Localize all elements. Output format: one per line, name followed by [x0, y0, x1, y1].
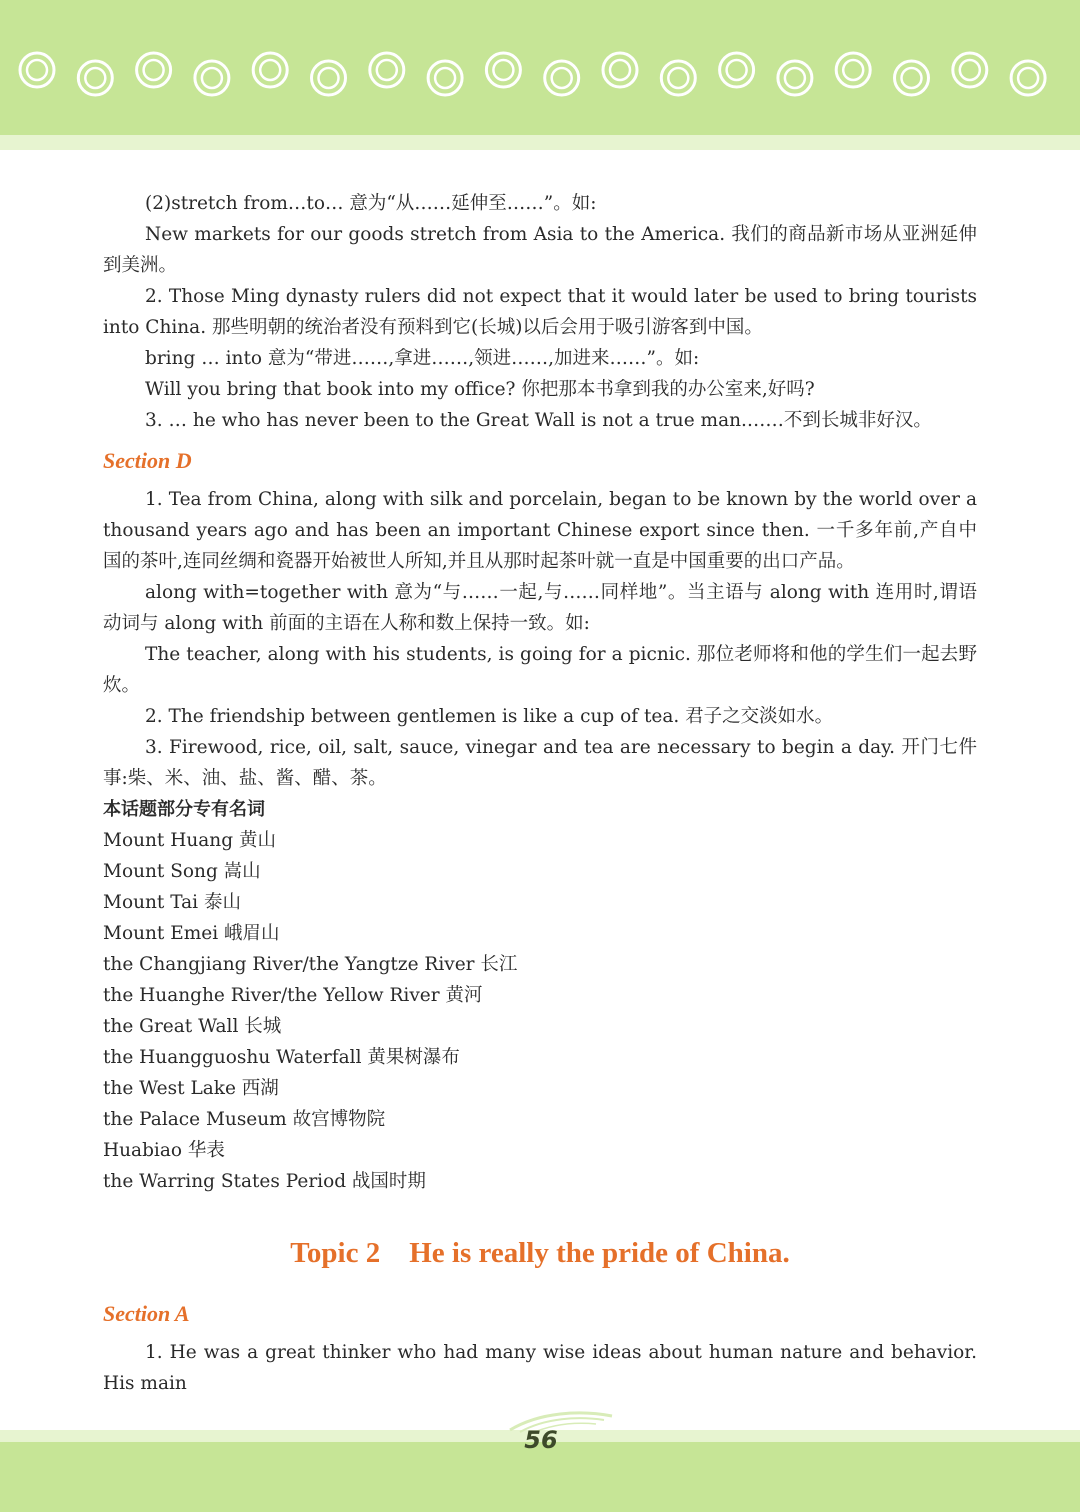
- example-sentence: Will you bring that book into my office? 你把那本书拿到我的办公室来,好吗?: [145, 379, 815, 400]
- list-item: Mount Emei 峨眉山: [103, 923, 280, 944]
- text-line: bring … into 意为“带进……,拿进……,领进……,加进来……”。如:: [145, 348, 700, 369]
- text-line: (2)stretch from…to… 意为“从……延伸至……”。如:: [145, 193, 597, 214]
- ring-icon: [1011, 61, 1045, 95]
- section-heading-a: Section A: [103, 1301, 190, 1326]
- note-item: 2. Those Ming dynasty rulers did not expect that it would later be used to bring tourists into China. 那些明朝的统治者没有预料到它(长城)以后会用于吸引游客到中国。: [103, 286, 977, 338]
- ring-icon: [661, 61, 695, 95]
- ring-icon: [545, 61, 579, 95]
- ring-icon: [895, 61, 929, 95]
- list-item: the West Lake 西湖: [103, 1078, 279, 1099]
- list-item: the Palace Museum 故宫博物院: [103, 1109, 386, 1130]
- ring-icon: [720, 53, 754, 87]
- list-item: the Changjiang River/the Yangtze River 长江: [103, 954, 518, 975]
- list-item: the Great Wall 长城: [103, 1016, 282, 1037]
- list-item: Mount Tai 泰山: [103, 892, 241, 913]
- list-item: Mount Huang 黄山: [103, 830, 276, 851]
- glossary-title: 本话题部分专有名词: [103, 799, 265, 820]
- ring-icon: [78, 61, 112, 95]
- note-item: 1. He was a great thinker who had many wise ideas about human nature and behavior. His main: [103, 1342, 977, 1394]
- header-strip: [0, 135, 1080, 150]
- example-sentence: The teacher, along with his students, is going for a picnic. 那位老师将和他的学生们一起去野炊。: [103, 644, 977, 696]
- ring-icon: [137, 53, 171, 87]
- example-sentence: New markets for our goods stretch from Asia to the America. 我们的商品新市场从亚洲延伸到美洲。: [103, 224, 977, 276]
- text-line: along with=together with 意为“与……一起,与……同样地”。当主语与 along with 连用时,谓语动词与 along with 前面的主语在人称和数上保持一致。如:: [103, 582, 977, 634]
- topic-heading: Topic 2 He is really the pride of China.: [290, 1237, 790, 1269]
- ring-icon: [953, 53, 987, 87]
- ring-icon: [486, 53, 520, 87]
- ring-icon: [778, 61, 812, 95]
- page-content: [103, 188, 977, 1399]
- note-item: 2. The friendship between gentlemen is like a cup of tea. 君子之交淡如水。: [145, 706, 834, 727]
- ring-icon: [253, 53, 287, 87]
- page-number: 56: [524, 1426, 558, 1454]
- list-item: the Huanghe River/the Yellow River 黄河: [103, 985, 483, 1006]
- ring-icon: [312, 61, 346, 95]
- ring-icon: [370, 53, 404, 87]
- ring-icon: [836, 53, 870, 87]
- note-item: 3. … he who has never been to the Great Wall is not a true man.……不到长城非好汉。: [145, 410, 932, 431]
- list-item: the Huangguoshu Waterfall 黄果树瀑布: [103, 1047, 460, 1068]
- decorative-circles: [0, 0, 1080, 135]
- ring-icon: [428, 61, 462, 95]
- header-band: [0, 0, 1080, 135]
- ring-icon: [603, 53, 637, 87]
- list-item: the Warring States Period 战国时期: [103, 1171, 426, 1192]
- section-heading-d: Section D: [103, 448, 192, 473]
- ring-icon: [20, 53, 54, 87]
- note-item: 3. Firewood, rice, oil, salt, sauce, vinegar and tea are necessary to begin a day. 开门七件事:柴、米、油、盐、酱、醋、茶。: [103, 737, 977, 789]
- glossary-list: [103, 825, 977, 1197]
- note-item: 1. Tea from China, along with silk and porcelain, began to be known by the world over a thousand years ago and has been an important Chinese export since then. 一千多年前,产自中国的茶叶,连同丝绸和瓷器开始被世人所知,并且从那时起茶叶就一直是中国重要的出口产品。: [103, 489, 977, 572]
- list-item: Mount Song 嵩山: [103, 861, 261, 882]
- list-item: Huabiao 华表: [103, 1140, 225, 1161]
- ring-icon: [195, 61, 229, 95]
